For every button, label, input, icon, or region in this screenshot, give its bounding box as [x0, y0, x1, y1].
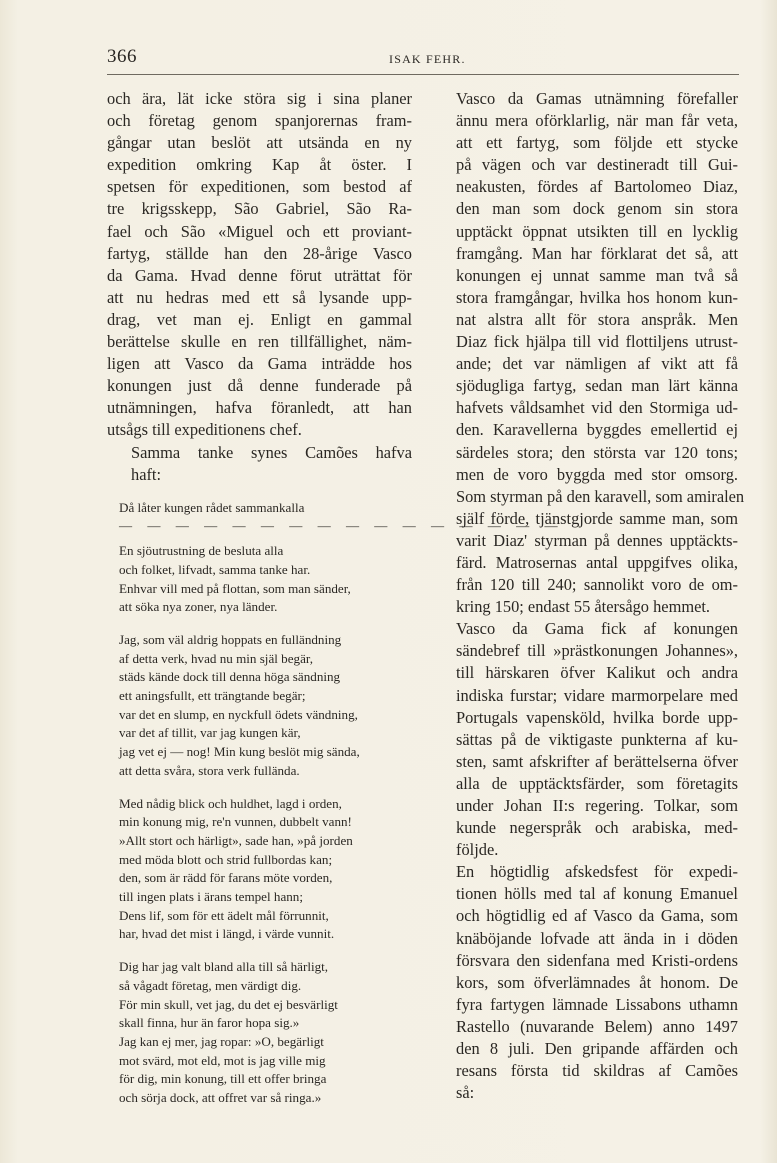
verse-line: var det af tillit, var jag kungen kär, [119, 725, 301, 741]
page-number: 366 [107, 46, 137, 67]
text-line: knäböjande lofvade att ända in i döden [456, 928, 738, 948]
text-line: under Johan II:s regering. Tolkar, som [456, 796, 738, 815]
text-line: nat alstra allt för stora anspråk. Men [456, 309, 738, 329]
text-line: att nu hedras med ett så lysande upp- [107, 287, 412, 307]
verse-line: att detta svåra, stora verk fullända. [119, 762, 300, 778]
right-column [432, 88, 745, 1104]
verse-stanza [119, 631, 412, 781]
verse-line: till ingen plats i ärans tempel hann; [119, 889, 303, 905]
right-paragraph-3 [432, 861, 738, 1104]
verse-line: Dig har jag valt bland alla till så härligt, [119, 959, 329, 975]
verse-line: Jag, som väl aldrig hoppats en fulländning [119, 631, 342, 647]
text-line: hafvets våldsamhet vid den Stormiga ud- [456, 398, 738, 418]
verse-stanza [119, 795, 412, 945]
verse-line: Då låter kungen rådet sammankalla [119, 499, 305, 515]
verse-line: »Allt stort och härligt», sade han, »på jorden [119, 832, 353, 848]
page-header [107, 44, 739, 75]
text-line: ligen att Vasco da Gama inträdde hos [107, 354, 412, 374]
text-line: sten, samt afskrifter af berättelserna öfver [456, 751, 738, 771]
text-line: Portugals vapensköld, hvilka borde upp- [456, 707, 738, 727]
text-line: Rastello (nuvarande Belem) anno 1497 [456, 1016, 738, 1036]
right-paragraph-2 [432, 618, 738, 861]
verse-line: var det en slump, en nyckfull ödets vändning, [119, 706, 358, 722]
verse-line: städs kände dock till denna höga sändning [119, 669, 341, 685]
text-line: kring 150; endast 55 återsågo hemmet. [456, 597, 710, 617]
text-line: utnämningen, hafva föranledt, att han [107, 398, 412, 418]
verse-line: Dens lif, som för ett ädelt mål förrunnit, [119, 907, 329, 923]
verse-line: min konung mig, re'n vunnen, dubbelt vann! [119, 814, 352, 830]
text-line: och företag genom spanjorernas fram- [107, 111, 412, 131]
verse-line: för dig, min konung, till ett offer bringa [119, 1071, 327, 1087]
text-line: på vägen och var destineradt till Gui- [456, 155, 738, 175]
text-line: färd. Matrosernas antal uppgifves olika, [456, 552, 738, 572]
verse-line: mot svärd, mot eld, mot is jag ville mig [119, 1052, 326, 1068]
text-line: alla de upptäcktsfärder, som företagits [456, 773, 738, 793]
text-line: från 120 till 240; sannolikt voro de om- [456, 575, 738, 595]
text-line: och ära, lät icke störa sig i sina planer [107, 89, 412, 108]
text-line: indiska furstar; vidare marmorpelare med [456, 685, 738, 705]
text-line: fyra fartygen lämnade Lissabons uthamn [456, 994, 738, 1014]
verse-stanza [119, 958, 412, 1108]
text-line: spetsen för expeditionen, som bestod af [107, 177, 412, 197]
running-head: ISAK FEHR. [389, 52, 466, 66]
text-line: Vasco da Gamas utnämning förefaller [456, 89, 738, 108]
text-line: berättelse skulle en ren tillfällighet, näm- [107, 332, 412, 352]
text-line: fartyg, ställde han den 28-årige Vasco [107, 243, 412, 263]
text-line: att ett fartyg, som följde ett stycke [456, 133, 738, 153]
text-line: gångar utan beslöt att utsända en ny [107, 133, 412, 153]
verse-line: Enhvar vill med på flottan, som man sänder, [119, 580, 351, 596]
text-line: sättas på de viktigaste punkterna af ku- [456, 729, 738, 749]
verse-line: och folket, lifvadt, samma tanke har. [119, 561, 311, 577]
text-line: ande; det var nämligen af vikt att få [456, 354, 738, 374]
text-line: tre krigsskepp, São Gabriel, São Ra- [107, 199, 412, 219]
right-paragraph-1 [432, 88, 745, 618]
verse-line: Med nådig blick och huldhet, lagd i orden, [119, 795, 342, 811]
text-line: haft: [131, 464, 162, 484]
text-line: särdeles stora; den största var 120 tons; [456, 442, 738, 462]
text-line: stora framgångar, hvilka hos honom kun- [456, 287, 738, 307]
verse-line: af detta verk, hvad nu min själ begär, [119, 650, 313, 666]
text-line: utsågs till expeditionens chef. [107, 420, 302, 440]
text-line: försvara den sidenfana med Kristi-ordens [456, 950, 738, 970]
text-line: den. Karavellerna byggdes emellertid ej [456, 420, 738, 440]
text-line: En högtidlig afskedsfest för expedi- [456, 862, 738, 882]
text-line: resans första tid skildras af Camões [456, 1061, 738, 1081]
text-line: fael och São «Miguel och ett proviant- [107, 221, 412, 241]
text-line: da Gama. Hvad denne förut uträttat för [107, 265, 412, 285]
text-line: tionen hölls med tal af konung Emanuel [456, 884, 738, 904]
verse-stanza [119, 542, 412, 617]
text-line: Som styrman på den karavell, som amiralen [456, 486, 745, 506]
verse-stanza [119, 499, 564, 536]
text-line: till härskaren öfver Kalikut och andra [456, 663, 738, 683]
text-line: konungen just då denne funderade på [107, 376, 412, 396]
text-line: den 8 juli. Den gripande affärden och [456, 1039, 738, 1059]
text-line: expedition omkring Kap åt öster. I [107, 155, 412, 175]
text-line: så: [456, 1083, 475, 1103]
text-line: framgång. Man har förklarat det så, att [456, 243, 738, 263]
text-line: upptäckt öppnat utsikten till en lycklig [456, 221, 738, 241]
text-line: sjödugliga fartyg, sedan man lärt känna [456, 376, 738, 396]
text-line: neakusten, fördes af Bartolomeo Diaz, [456, 177, 738, 197]
verse-line: och sörja dock, att offret var så ringa.» [119, 1090, 322, 1106]
text-line: Samma tanke synes Camões hafva [131, 442, 412, 462]
verse-line: En sjöutrustning de besluta alla [119, 543, 284, 559]
verse-line: skall finna, hur än faror hopa sig.» [119, 1015, 300, 1031]
text-line: kors, som öfverlämnades åt honom. De [456, 972, 738, 992]
verse-line: Jag kan ej mer, jag ropar: »O, begärligt [119, 1033, 324, 1049]
left-paragraph-2 [107, 442, 412, 486]
text-line: ännu mera oförklarlig, när man får veta, [456, 111, 738, 131]
verse-line: så vågadt företag, men värdigt dig. [119, 977, 302, 993]
text-line: den man som dock genom sin stora [456, 199, 738, 219]
verse-line: med möda blott och strid fullbordas kan; [119, 851, 333, 867]
text-line: drag, vet man ej. Enligt en gammal [107, 309, 412, 329]
verse-line: att söka nya zoner, nya länder. [119, 599, 278, 615]
text-line: själf förde, tjänstgjorde samme man, som [456, 508, 738, 528]
text-line: sändebref till »prästkonungen Johannes», [456, 641, 738, 661]
verse-line: jag vet ej — nog! Min kung beslöt mig sända, [119, 744, 360, 760]
left-paragraph-1 [107, 88, 412, 442]
verse-line: ett aningsfullt, ett trängtande begär; [119, 688, 306, 704]
verse-line: har, hvad det mist i längd, i värde vunnit. [119, 926, 335, 942]
text-line: men de voro byggda med stor omsorg. [456, 464, 738, 484]
text-line: följde. [456, 840, 499, 860]
ellipsis-dashes: — — — — — — — — — — — — — — — — [119, 518, 564, 534]
text-line: Diaz fick hjälpa till vid flottiljens utrust- [456, 332, 738, 352]
text-line: kunde negerspråk och arabiska, med- [456, 818, 738, 838]
text-line: Vasco da Gama fick af konungen [456, 619, 738, 639]
verse-line: För min skull, vet jag, du det ej besvärligt [119, 996, 338, 1012]
text-line: varit Diaz' styrman på dennes upptäckts- [456, 530, 738, 550]
verse-line: den, som är rädd för farans möte vorden, [119, 870, 333, 886]
text-line: och högtidlig ed af Vasco da Gama, som [456, 906, 738, 926]
text-line: konungen ej unnat samme man två så [456, 265, 738, 285]
